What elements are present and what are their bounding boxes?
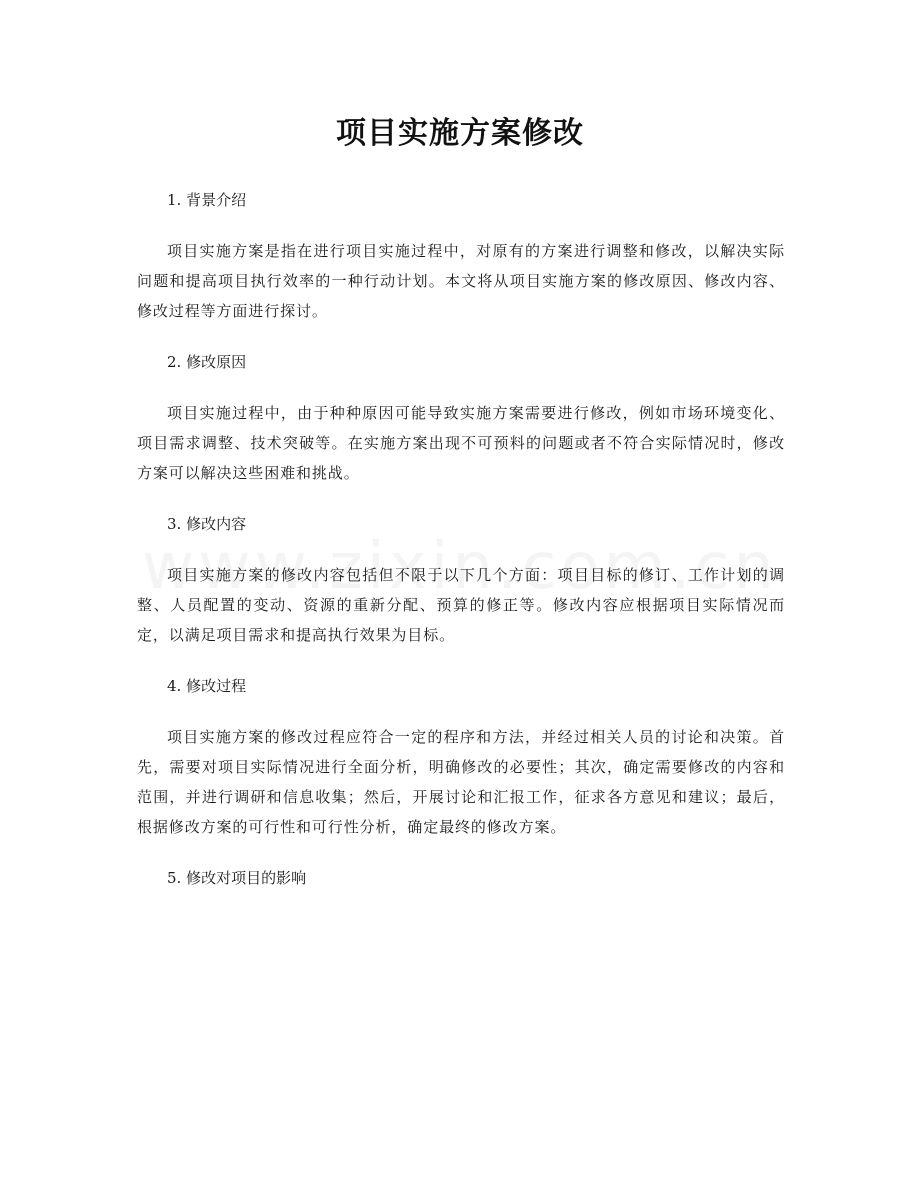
section-heading: 4. 修改过程 (167, 677, 247, 695)
section-content (137, 510, 785, 650)
section-heading: 3. 修改内容 (167, 515, 247, 533)
section-impact (137, 864, 785, 892)
section-paragraph: 项目实施方案是指在进行项目实施过程中，对原有的方案进行调整和修改，以解决实际问题和提高项目执行效率的一种行动计划。本文将从项目实施方案的修改原因、修改内容、修改过程等方面进行探讨。 (137, 242, 785, 320)
section-heading: 1. 背景介绍 (167, 191, 247, 209)
section-reasons (137, 348, 785, 488)
section-paragraph: 项目实施方案的修改过程应符合一定的程序和方法，并经过相关人员的讨论和决策。首先，需要对项目实际情况进行全面分析，明确修改的必要性；其次，确定需要修改的内容和范围，并进行调研和信息收集；然后，开展讨论和汇报工作，征求各方意见和建议；最后，根据修改方案的可行性和可行性分析，确定最终的修改方案。 (137, 728, 785, 836)
section-paragraph: 项目实施方案的修改内容包括但不限于以下几个方面：项目目标的修订、工作计划的调整、人员配置的变动、资源的重新分配、预算的修正等。修改内容应根据项目实际情况而定，以满足项目需求和提高执行效果为目标。 (137, 566, 785, 644)
section-heading: 5. 修改对项目的影响 (167, 869, 307, 887)
section-paragraph: 项目实施过程中，由于种种原因可能导致实施方案需要进行修改，例如市场环境变化、项目需求调整、技术突破等。在实施方案出现不可预料的问题或者不符合实际情况时，修改方案可以解决这些困难和挑战。 (137, 404, 785, 482)
document-title: 项目实施方案修改 (336, 116, 584, 151)
section-background (137, 186, 785, 326)
document-body (137, 186, 785, 914)
section-process (137, 672, 785, 842)
section-heading: 2. 修改原因 (167, 353, 247, 371)
